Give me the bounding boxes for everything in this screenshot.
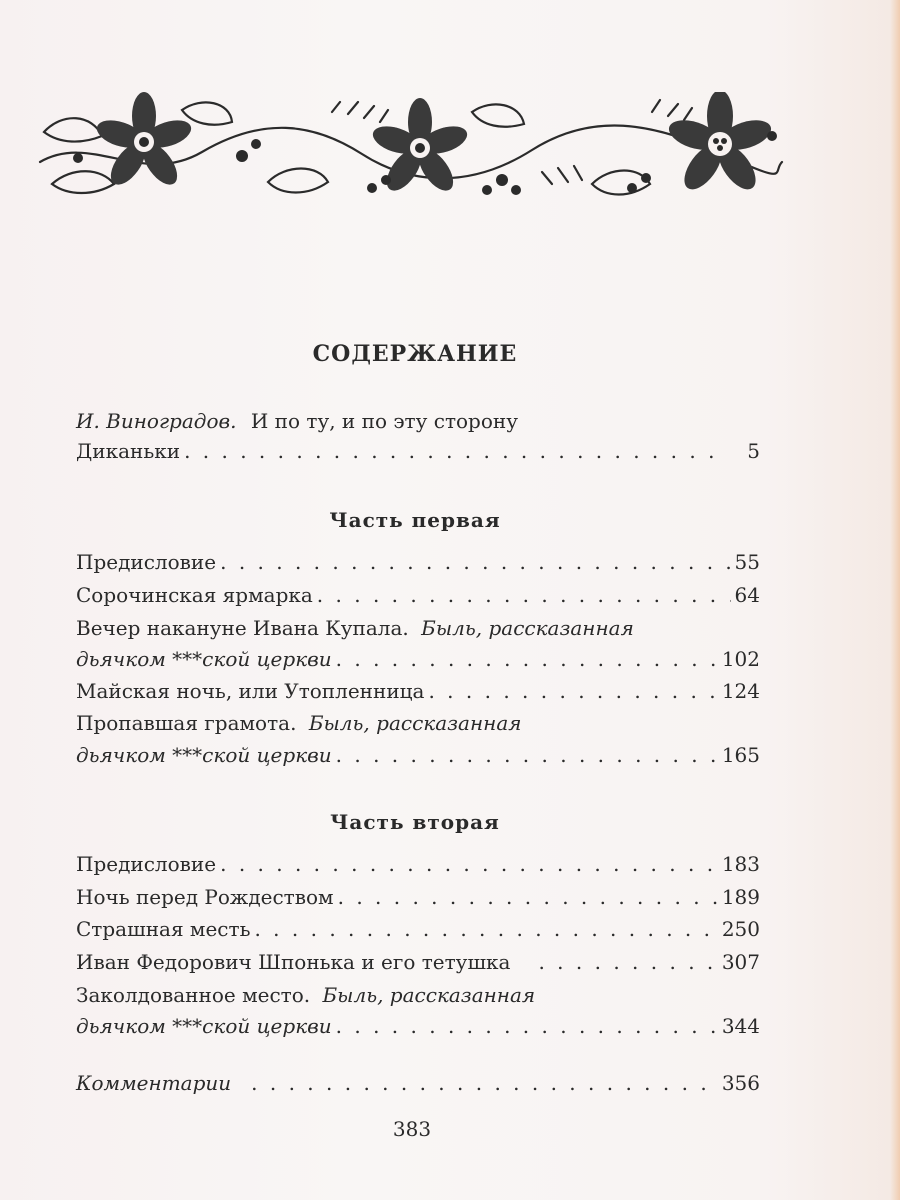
toc-entry[interactable] — [76, 677, 760, 707]
intro-author: И. Виноградов. — [76, 409, 237, 433]
intro-title-line2: Диканьки — [76, 439, 181, 463]
entry-subtitle: дьячком ***ской церкви — [76, 1014, 332, 1038]
toc-title: СОДЕРЖАНИЕ — [312, 341, 518, 367]
intro-page-number: 5 — [747, 439, 760, 463]
entry-page-number: 64 — [734, 583, 760, 607]
dot-leader — [220, 548, 730, 576]
dot-leader — [317, 581, 731, 609]
dot-leader — [338, 883, 718, 911]
floral-ornament-icon — [32, 92, 788, 204]
toc-entry[interactable] — [76, 883, 760, 913]
page-folio-number: 383 — [392, 1117, 432, 1141]
intro-entry-line1 — [76, 407, 518, 435]
entry-title: Предисловие — [76, 550, 217, 574]
toc-entry-line1[interactable] — [76, 614, 634, 642]
entry-page-number: 307 — [721, 950, 760, 974]
toc-entry[interactable] — [76, 548, 760, 578]
intro-entry-line2 — [76, 437, 760, 467]
entry-page-number: 356 — [721, 1071, 760, 1095]
toc-entry[interactable] — [76, 850, 760, 880]
entry-page-number: 250 — [721, 917, 760, 941]
entry-subtitle: Быль, рассказанная — [421, 616, 634, 640]
entry-page-number: 55 — [734, 550, 760, 574]
part1-heading: Часть первая — [329, 508, 501, 532]
entry-subtitle: дьячком ***ской церкви — [76, 647, 332, 671]
entry-subtitle: дьячком ***ской церкви — [76, 743, 332, 767]
entry-title: Ночь перед Рождеством — [76, 885, 334, 909]
entry-page-number: 344 — [721, 1014, 760, 1038]
toc-entry-line2[interactable] — [76, 741, 760, 771]
dot-leader — [254, 915, 717, 943]
entry-page-number: 189 — [721, 885, 760, 909]
part2-heading: Часть вторая — [330, 810, 500, 834]
entry-subtitle: Быль, рассказанная — [322, 983, 536, 1007]
entry-title: Пропавшая грамота. — [76, 711, 297, 735]
entry-page-number: 165 — [721, 743, 760, 767]
entry-title: Сорочинская ярмарка — [76, 583, 313, 607]
entry-page-number: 102 — [721, 647, 760, 671]
toc-entry-commentary[interactable] — [76, 1069, 760, 1099]
toc-entry[interactable] — [76, 915, 760, 945]
entry-page-number: 124 — [721, 679, 760, 703]
entry-title: Иван Федорович Шпонька и его тетушка — [76, 950, 511, 974]
dot-leader — [184, 437, 717, 465]
entry-title: Заколдованное место. — [76, 983, 311, 1007]
toc-entry[interactable] — [76, 581, 760, 611]
entry-title: Вечер накануне Ивана Купала. — [76, 616, 409, 640]
dot-leader — [336, 1012, 718, 1040]
entry-title: Предисловие — [76, 852, 217, 876]
toc-entry-line1[interactable] — [76, 709, 521, 737]
entry-title: Комментарии — [76, 1071, 232, 1095]
dot-leader — [538, 948, 717, 976]
dot-leader — [251, 1069, 718, 1097]
toc-entry-line2[interactable] — [76, 645, 760, 675]
dot-leader — [336, 645, 718, 673]
entry-page-number: 183 — [721, 852, 760, 876]
intro-title-line1: И по ту, и по эту сторону — [250, 409, 518, 433]
toc-entry[interactable] — [76, 948, 760, 978]
entry-title: Майская ночь, или Утопленница — [76, 679, 425, 703]
dot-leader — [336, 741, 718, 769]
dot-leader — [220, 850, 718, 878]
page-edge-tint — [890, 0, 900, 1200]
entry-subtitle: Быль, рассказанная — [308, 711, 522, 735]
dot-leader — [428, 677, 717, 705]
entry-title: Страшная месть — [76, 917, 251, 941]
toc-entry-line1[interactable] — [76, 981, 535, 1009]
toc-entry-line2[interactable] — [76, 1012, 760, 1042]
